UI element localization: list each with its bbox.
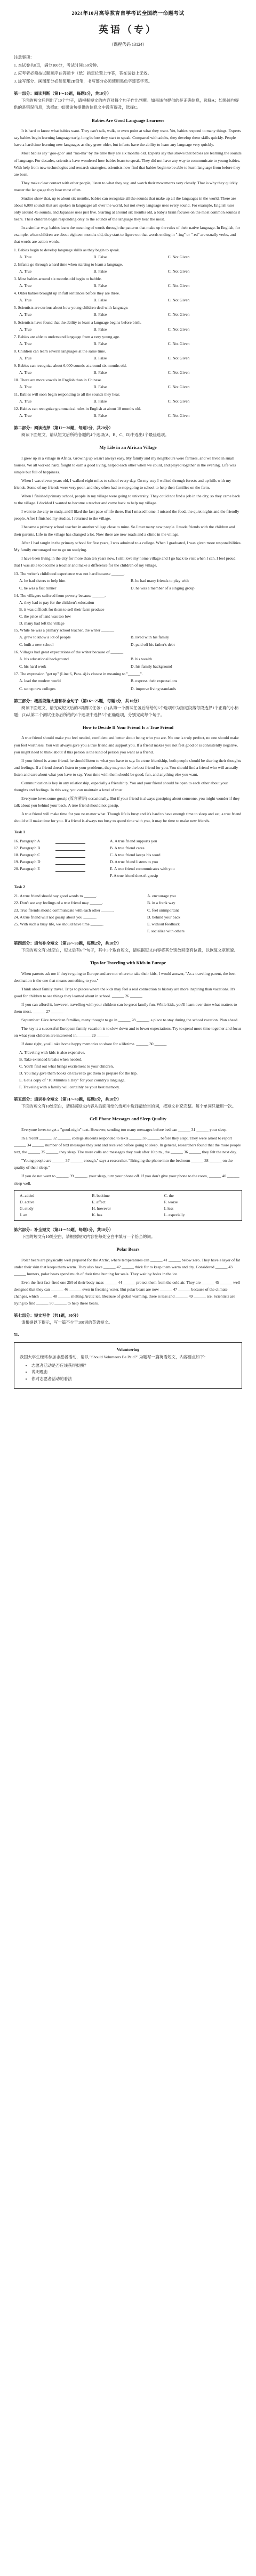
option: D. improve living standards [131, 686, 176, 691]
option: A. True [19, 370, 32, 375]
match-item [14, 858, 110, 865]
options [14, 282, 242, 289]
part4-paragraph: September: Give American families, many thought to go in ______ 28 ______, a place to stay during the school vacation. Plan ahead. [21, 1017, 238, 1022]
part1-title: Babies Are Good Language Learners [92, 117, 164, 123]
sentence-option: D. You may give them books on travel to get them to prepare for the trip. [19, 1071, 138, 1076]
match-option: D. behind your back [147, 914, 180, 920]
part1-heading: 第一部分：阅读判断（第1～10题，每题1分，共10分） [14, 91, 111, 96]
part6-heading: 第六部分：补全短文（第41～50题，每题1分，共10分） [14, 1227, 114, 1233]
sentence-option: C. You'll find out what brings excitement to your children. [19, 1064, 114, 1069]
option: A. True [19, 399, 32, 404]
options [14, 677, 242, 684]
question: 13. The writer's childhood experience was not hard because ______. [14, 571, 125, 576]
options [14, 663, 242, 670]
question: 10. There are more vowels in English than in Chinese. [14, 377, 102, 382]
part5-paragraph: In a recent ______ 32 ______, college students responded to texts ______ 33 ______ before they slept. They were asked to report ______ 34 ______ number of text messages they sent and received before going to sleep. In general, researchers found that the more people text, the ______ 35 ______ they sleep. The more calls and messages they took after 10 p.m., the ______ 36 ______ they felt the next day. [14, 1136, 241, 1155]
match-option: D. A true friend listens to you [110, 859, 158, 865]
note-line: 2. 应考者必须按试题顺序在答题卡（纸）指定位置上作答，答在试卷上无效。 [14, 71, 152, 76]
part4-paragraph: The key is a successful European family vacation is to slow down and to lower expectations. Try to spend more time together and focus on what your children are interested in. ______ 29 ______ [14, 1026, 242, 1038]
option: B. lived with his family [131, 635, 169, 640]
sentence-item: 22. Don't see any feelings of a true friend may ______. [14, 900, 103, 906]
option: C. the price of land was too low [19, 614, 71, 619]
part5-paragraph: Everyone loves to get a "good-night" text. However, sending too many messages before bed can ______ 31 ______ your sleep. [21, 1127, 228, 1133]
task1-items [14, 838, 110, 879]
word-bank [14, 1190, 242, 1221]
option: A. they had to pay for the children's education [19, 600, 94, 605]
part2-instruction: 阅读下面短文，请从短文后所给各题的4个选项(A、B、C、D)中选出1个最佳选项。 [21, 432, 169, 438]
word-option: E. affect [92, 1199, 106, 1204]
part4-options [14, 1049, 242, 1090]
item-label: 16. Paragraph A [14, 839, 41, 844]
option: C. Not Given [167, 283, 190, 289]
match-option: E. A true friend communicates with you [110, 866, 175, 872]
option: A. True [19, 326, 32, 332]
sentence-item: 23. True friends should communicate with each other ______. [14, 907, 115, 913]
writing-box-intro: 我国大学生经常参加志愿者活动，请以 "Should Volunteers Be Paid?" 为题写一篇英语短文，内容要点如下： [20, 1354, 208, 1359]
question: 1. Babies begin to develop language skills as they begin to speak. [14, 248, 120, 253]
writing-prompt-box [14, 1342, 242, 1389]
option: B. False [93, 413, 107, 419]
subject-title: 英语（专） [99, 24, 157, 35]
option: B. he had many friends to play with [131, 578, 189, 583]
note-line: 3. 涂写部分、画图部分必须使用2B铅笔，书写部分必须使用黑色字迹签字笔。 [14, 79, 153, 84]
options [14, 253, 242, 260]
option: B. False [93, 355, 107, 360]
question: 16. Villages had great expectations of the writer because of ______. [14, 650, 124, 655]
question: 9. Babies can recognize about 6,000 sounds at around six months old. [14, 363, 127, 368]
options [14, 383, 242, 390]
option: A. lead the modern world [19, 678, 61, 684]
question: 4. Older babies brought up in full sentences before they are three. [14, 291, 120, 296]
part3-paragraph: A true friend will make time for you no matter what. Though life is busy and it's hard to have enough time to sleep and eat, a true friend should still make time for you. If a friend is always too busy to spend time with you, it may be time to make new friends. [14, 811, 242, 823]
part2-questions [14, 570, 242, 692]
part5-instruction: 下面的短文有10处空白，请根据短文内容从后面所给的选项中选择最恰当的词，把短文补充完整。每个单词只能用一次。 [21, 1104, 236, 1109]
writing-point: • 志愿者活动是否应该获得报酬？ [31, 1363, 236, 1369]
sentence-option: F. Traveling with a family will certainly be your best memory. [19, 1085, 120, 1090]
option: D. many had left the village [19, 621, 65, 626]
question: 2. Infants go through a hard time when starting to learn a language. [14, 262, 123, 267]
options [14, 311, 242, 318]
option: C. Not Given [167, 312, 190, 317]
part1-paragraph: In a similar way, babies learn the meaning of words through the patterns that make up the rules of their native language. In English, for example, when children are about eighteen months old, they start to figure out that words ending in "-ing" or "-ed" are usually verbs, and that words are action words. [14, 225, 241, 244]
option: C. set up new colleges [19, 686, 56, 691]
option: C. Not Given [167, 255, 190, 260]
option: A. he had sisters to help him [19, 578, 66, 583]
note-line: 1. 本试卷共8页，满分100分，考试时间150分钟。 [14, 63, 101, 68]
options [14, 355, 242, 362]
part2-paragraph: I went to the city to study, and I liked the fast pace of life there. But I missed home. I missed the food, the quiet nights and the friendly people. After I finished my studies, I returned to the village. [14, 509, 239, 521]
task2-heading: Task 2 [14, 884, 26, 890]
part5-paragraph: "Young people are ______ 37 ______ enough," says a researcher. "Bringing the phone into the bedroom ______ 38 ______ on the quality of their sleep." [14, 1158, 233, 1170]
part3-paragraph: Everyone loves some gossip (流言蜚语) occasionally. But if your friend is always gossiping about someone, you might wonder if they talk about you behind your back. A true friend should not gossip. [14, 795, 240, 808]
part5-title: Cell Phone Messages and Sleep Quality [90, 1116, 166, 1122]
sentence-option: E. Get a copy of "10 Minutes a Day" for your country's language. [19, 1078, 126, 1083]
item-label: 20. Paragraph E [14, 866, 40, 872]
option: A. True [19, 255, 32, 260]
part5-paragraph: If you do not want to ______ 39 ______, your sleep, turn your phone off. If you don't give your phone to the room, ______ 40 ______ sleep well. [14, 1174, 239, 1186]
answer-blank[interactable] [55, 866, 85, 872]
part6-title: Polar Bears [116, 1246, 140, 1252]
option: C. his hard work [19, 664, 46, 669]
option: B. False [93, 341, 107, 346]
question: 7. Babies are able to understand language from a very young age. [14, 334, 120, 339]
option: D. he was a member of a singing group [131, 585, 195, 590]
note-line: 注意事项： [14, 55, 34, 60]
item-label: 18. Paragraph C [14, 852, 41, 858]
part2-paragraph: After I had taught in the primary school for five years, I was admitted to a college. When I graduated, I was given more responsibilities. My family encouraged me to go on studying. [14, 540, 242, 552]
match-option: C. feel unimportant [147, 907, 179, 913]
answer-blank[interactable] [55, 839, 85, 844]
part2-paragraph: When I was eleven years old, I walked eight miles to school every day. On my way I walked through forests and up hills with my friends. Some of my friends were very poor, and they often had to stop going to school to help their families on the farm. [14, 478, 231, 490]
question: 12. Babies can recognize grammatical rules in English at about 18 months old. [14, 406, 141, 412]
part2-paragraph: I became a primary school teacher in another village close to mine. So I met many new people. I made friends with the children and their parents. Life in the village has changed a lot. Now there are new roads and a clinic in the village. [14, 524, 235, 537]
part4-paragraph: When parents ask me if they're going to Europe and are not where to take their kids, I would answer, "As a traveling parent, the best destination is the one that means something to you." [14, 971, 236, 983]
option: A. True [19, 298, 32, 303]
part3-title: How to Decide If Your Friend Is a True Friend [82, 724, 174, 730]
match-option: B. in a frank way [147, 900, 175, 906]
word-option: L. especially [164, 1212, 185, 1217]
task1-heading: Task 1 [14, 830, 26, 835]
answer-blank[interactable] [55, 859, 85, 865]
sentence-option: B. Take extended breaks when needed. [19, 1057, 83, 1062]
option: B. False [93, 370, 107, 375]
part4-paragraph: Think about family travel. Trips to places where the kids may feel a real connection to history are more inspiring than vacations. It's good for children to see things they learned about in school. ______ 26 ______ [14, 986, 235, 998]
options [14, 412, 242, 419]
word-option: A. added [20, 1193, 35, 1198]
part2-paragraph: I grew up in a village in Africa. Growing up wasn't always easy. My family and my neighbours were farmers, and we lived in small houses. We all worked hard, fought to earn a good living, helped each other when we could, and played together in the evening. Life was simple but full of happiness. [14, 456, 236, 475]
match-item [14, 851, 110, 858]
options [14, 685, 242, 692]
task2-items [14, 892, 147, 934]
sentence-item: 24. A true friend will not gossip about you ______. [14, 914, 97, 920]
question: 11. Babies will soon begin responding to all the sounds they hear. [14, 392, 121, 397]
option: C. Not Given [167, 341, 190, 346]
option: C. built a new school [19, 642, 54, 647]
part4-paragraph: If you can afford it, however, travelling with your children can be great family fun. While kids, you'll learn over time what matters to them most. ______ 27 ______ [14, 1002, 237, 1014]
option: C. Not Given [167, 298, 190, 303]
writing-points [20, 1363, 236, 1383]
word-option: G. study [20, 1205, 34, 1211]
word-option: D. active [20, 1199, 35, 1204]
option: A. his educational background [19, 657, 69, 662]
match-item [14, 844, 110, 851]
option: C. Not Given [167, 399, 190, 404]
task1-options [110, 838, 242, 879]
part3-paragraph: If your friend is a true friend, he should listen to what you have to say. In a true friendship, both people should be sharing their thoughts and feelings. If a friend doesn't listen to your problems, they may not be the best friend for you. You should find a friend who will actually listen and care about what you have to say. Your time with them should be good, fun, and anything else you want. [14, 758, 242, 777]
writing-point: • 说明理由 [31, 1369, 236, 1376]
course-code: （课程代码 13124） [109, 42, 147, 47]
option: A. True [19, 312, 32, 317]
option: C. Not Given [167, 413, 190, 419]
option: A. grew to know a lot of people [19, 635, 71, 640]
options [14, 634, 242, 641]
question: 15. While he was a primary school teacher, the writer ______. [14, 628, 115, 633]
option: B. False [93, 384, 107, 389]
match-item [14, 865, 110, 872]
part4-paragraph: If done right, you'll take home happy memories to share for a lifetime. ______ 30 ______ [21, 1041, 167, 1046]
item-label: 17. Paragraph B [14, 846, 41, 851]
word-option: C. the [164, 1193, 174, 1198]
option: C. Not Given [167, 326, 190, 332]
options [14, 268, 242, 275]
writing-question-number: 51. [14, 1332, 19, 1338]
match-option: A. encourage you [147, 893, 176, 899]
part1-paragraph: It is hard to know what babies want. They can't talk, walk, or even point at what they want. Yet, babies respond to many things. Experts say babies begin learning language early, long before they start to speak. Compared with adults, they develop these skills quickly. People have a hard time learning new languages as they grow older, but infants have the ability to learn any language very quickly. [14, 128, 241, 147]
option: B. False [93, 399, 107, 404]
part2-heading: 第二部分：阅读选择（第11～20题，每题2分，共20分） [14, 425, 113, 431]
part4-heading: 第四部分：填句补全短文（第26～30题，每题2分，共10分） [14, 940, 122, 946]
part3-instruction: 阅读下面短文，请完成短文后的2项测试任务：(1)从第一个测试任务后所给的6个选项中为指定段落每段选择1个正确的小标题；(2)从第二个测试任务后所给的6个选项中选择5个正确选项，分别完成每个句子。 [14, 705, 239, 717]
sentence-item: 25. With such a busy life, we should have time ______. [14, 921, 104, 926]
match-option: E. without feedback [147, 921, 180, 926]
word-option: J. an [20, 1212, 27, 1217]
word-option: B. bedtime [92, 1193, 110, 1198]
part2-title: My Life in an African Village [99, 445, 157, 450]
options [14, 585, 242, 592]
option: C. Not Given [167, 355, 190, 360]
match-option: C. A true friend keeps his word [110, 852, 161, 858]
option: C. Not Given [167, 269, 190, 274]
option: C. Not Given [167, 370, 190, 375]
question: 5. Scientists are curious about how young children deal with language. [14, 305, 129, 310]
match-option: F. A true friend doesn't gossip [110, 873, 158, 879]
task2-matching [14, 892, 242, 934]
word-option: K. has [92, 1212, 102, 1217]
answer-blank[interactable] [55, 852, 85, 858]
word-option: H. however [92, 1205, 111, 1211]
writing-point: • 你对志愿者活动的看法 [31, 1376, 236, 1383]
part6-instruction: 下面的短文有10处空白，请根据短文内容在每处空白中填写一个恰当的词。 [21, 1234, 155, 1240]
part7-instruction: 请根据以下提示，写一篇不少于100词的英语短文。 [21, 1320, 113, 1325]
part4-title: Tips for Traveling with Kids in Europe [90, 959, 166, 965]
option: A. True [19, 341, 32, 346]
sentence-item: 21. A true friend should say good words to ______. [14, 893, 97, 899]
part1-questions [14, 247, 242, 419]
sentence-option: A. Traveling with kids is also expensive. [19, 1050, 85, 1055]
answer-blank[interactable] [55, 846, 85, 851]
part2-paragraph: When I finished primary school, people in my village were going to university. They could not find a job in the city, so they came back to the village. I decided I wanted to become a teacher and come back to help my village. [14, 494, 241, 506]
exam-line: 2024年10月高等教育自学考试全国统一命题考试 [71, 11, 185, 17]
part5-heading: 第五部分：填词补全短文（第31～40题，每题1分，共10分） [14, 1097, 122, 1102]
task1-matching [14, 838, 242, 879]
task2-options [147, 892, 242, 934]
option: D. paid off his father's debt [131, 642, 175, 647]
word-option: F. worse [164, 1199, 178, 1204]
match-item [14, 838, 110, 844]
option: B. False [93, 312, 107, 317]
writing-box-title: Volunteering [117, 1347, 139, 1352]
question: 6. Scientists have found that the ability to learn a language begins before birth. [14, 319, 141, 325]
option: B. his wealth [131, 657, 152, 662]
question: 17. The expression "get up" (Line 6, Para. 4) is closest in meaning to "______". [14, 671, 143, 677]
option: B. False [93, 283, 107, 289]
part1-paragraph: They make clear contact with other people, listen to what they say, and watch their movements very closely. That is why they quickly master the language they hear most often. [14, 180, 238, 192]
part3-paragraph: A true friend should make you feel needed, confident and better about being who you are. No one is truly perfect, no one should make you feel worthless. You will always give you a true friend and support you. If a friend makes you not feel good or is consistently negative, you might need to think about if this person is the kind of person you want as a friend. [14, 735, 239, 754]
option: A. True [19, 355, 32, 360]
part3-heading: 第三部分：概括段落大意和补全句子（第16～25题，每题1分，共10分） [14, 698, 142, 703]
option: A. True [19, 283, 32, 289]
option: B. it was difficult for them to sell their farm produce [19, 607, 105, 612]
options [14, 641, 242, 648]
part6-paragraph: Even the first fact-fired one 2M of their body mass ______ 44 ______ protect them from the cold air. They are ______ 45 ______ well designed that they can ______ 46 ______ even in freezing water. But polar bears are now ______ 47 ______ because of the climate changes, which ______ 48 ______ melting Arctic ice. Because of global warming, there is less and ______ 49 ______ ice. Scientists are trying to find ______ 50 ______ to help these bears. [14, 1280, 241, 1306]
option: A. True [19, 269, 32, 274]
option: B. False [93, 255, 107, 260]
part4-instruction: 下面的短文有5处空白，短文后有6个句子，其中5个取自短文，请根据短文内容将其分别放回原有位置，以恢复文章原貌。 [21, 947, 238, 953]
options [14, 398, 242, 405]
option: D. his family background [131, 664, 172, 669]
word-option: I. less [164, 1205, 174, 1211]
part1-paragraph: Studies show that, up to about six months, babies can recognize all the sounds that make up all the languages in the world. There are about 6,000 sounds that are spoken in languages all over the world, but not every language uses every sound. For example, English uses only around 45 sounds, and Japanese uses just five. Starting at around six months old, a baby's brain focuses on the most common sounds it hears. Their children begin responding only to the sounds of the language they hear the most. [14, 195, 241, 221]
option: C. he was a fast runner [19, 585, 57, 590]
match-option: A. A true friend supports you [110, 839, 157, 844]
option: B. express their expectations [131, 678, 178, 684]
part2-paragraph: I have been living in the city for more than ten years now. I still love my home village and I go back to visit when I can. I feel proud that I was able to become a teacher and make a difference for the children of my village. [14, 555, 236, 568]
part1-paragraph: Most babies say "goo-goo" and "ma-ma" by the time they are six months old. Experts say this shows that babies are learning the sounds of language. For decades, scientists have wondered how babies learn to speak. They did not have any way to communicate to young babies. With help from new technologies and research strategies, scientists now find that babies begin to be able to learn language from before they are born. [14, 151, 242, 177]
notes [14, 54, 242, 85]
question: 3. Most babies around six months old begin to babble. [14, 276, 102, 282]
option: C. Not Given [167, 384, 190, 389]
match-option: F. socialize with others [147, 928, 185, 933]
match-option: B. A true friend cares [110, 846, 145, 851]
option: A. True [19, 413, 32, 419]
option: A. True [19, 384, 32, 389]
option: B. False [93, 326, 107, 332]
part1-instruction: 下面的短文后列出了10个句子，请根据短文的内容对每个句子作出判断。如果该句提供的是正确信息，选择A；如果该句提供的是错误信息，选择B；如果该句提供的信息文中没有提及，选择C。 [14, 98, 239, 110]
part7-heading: 第七部分：短文写作（共1题，30分） [14, 1313, 81, 1318]
option: B. False [93, 298, 107, 303]
options [14, 369, 242, 376]
question: 14. The villagers suffered from poverty because ______. [14, 593, 106, 598]
question: 8. Children can learn several languages at the same time. [14, 348, 106, 354]
options [14, 297, 242, 303]
options [14, 577, 242, 584]
options [14, 326, 242, 333]
options [14, 655, 242, 662]
part6-paragraph: Polar bears are physically well prepared for the Arctic, where temperatures can ______ 41 ______ below zero. They have a layer of fat under their skin that keeps them warm. They also have ______ 42 ______ thick fur to keep them warm and dry. Considered ______ 43 ______ hunters, polar bears spend much of their time hunting for seals. They wait by holes in the ice. [14, 1258, 241, 1277]
option: B. False [93, 269, 107, 274]
options [14, 340, 242, 347]
part3-paragraph: Communication is key in any relationship, especially a friendship. You and your friend should be open to each other about your thoughts and feelings. In this way, you can maintain a level of trust. [14, 780, 228, 792]
item-label: 19. Paragraph D [14, 859, 41, 865]
